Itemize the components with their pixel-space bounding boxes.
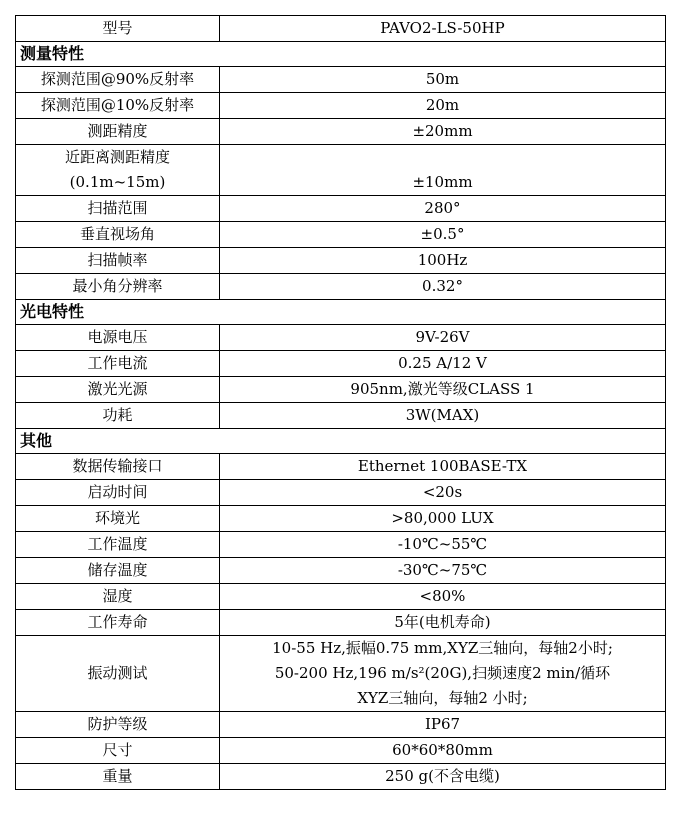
row-label: 尺寸 [16, 738, 220, 764]
row-value: 0.25 A/12 V [220, 351, 666, 377]
table-row [16, 764, 666, 790]
table-row [16, 712, 666, 738]
table-row [16, 532, 666, 558]
row-value: IP67 [220, 712, 666, 738]
row-value: 280° [220, 196, 666, 222]
row-value: 3W(MAX) [220, 403, 666, 429]
row-value: 250 g(不含电缆) [220, 764, 666, 790]
row-label: 电源电压 [16, 325, 220, 351]
row-label: 激光光源 [16, 377, 220, 403]
row-label: 振动测试 [16, 636, 220, 712]
row-value: -30℃~75℃ [220, 558, 666, 584]
row-value: 5年(电机寿命) [220, 610, 666, 636]
table-row [16, 248, 666, 274]
row-label: 环境光 [16, 506, 220, 532]
table-row [16, 16, 666, 42]
row-label: 储存温度 [16, 558, 220, 584]
section-title: 光电特性 [16, 300, 666, 325]
table-row [16, 610, 666, 636]
table-row [16, 196, 666, 222]
row-value: 100Hz [220, 248, 666, 274]
row-label: 重量 [16, 764, 220, 790]
table-row [16, 584, 666, 610]
row-label-line: (0.1m~15m) [69, 173, 166, 191]
row-label: 探测范围@90%反射率 [16, 67, 220, 93]
table-row [16, 403, 666, 429]
row-value-line: 10-55 Hz,振幅0.75 mm,XYZ三轴向，每轴2小时; [272, 639, 613, 657]
row-label: 数据传输接口 [16, 454, 220, 480]
row-label: 启动时间 [16, 480, 220, 506]
row-label: 垂直视场角 [16, 222, 220, 248]
row-label: 防护等级 [16, 712, 220, 738]
section-header [16, 429, 666, 454]
table-row [16, 145, 666, 196]
row-value: <20s [220, 480, 666, 506]
table-row [16, 454, 666, 480]
row-value [220, 636, 666, 712]
table-row [16, 93, 666, 119]
model-value: PAVO2-LS-50HP [220, 16, 666, 42]
table-row [16, 377, 666, 403]
section-title: 其他 [16, 429, 666, 454]
table-row [16, 351, 666, 377]
row-value: 9V-26V [220, 325, 666, 351]
row-label: 扫描范围 [16, 196, 220, 222]
row-value: 50m [220, 67, 666, 93]
row-label: 工作温度 [16, 532, 220, 558]
row-value: 60*60*80mm [220, 738, 666, 764]
table-row [16, 325, 666, 351]
row-value: 0.32° [220, 274, 666, 300]
table-row [16, 222, 666, 248]
table-row [16, 119, 666, 145]
row-label: 功耗 [16, 403, 220, 429]
row-label: 湿度 [16, 584, 220, 610]
section-header [16, 300, 666, 325]
table-row [16, 558, 666, 584]
row-value: Ethernet 100BASE-TX [220, 454, 666, 480]
section-header [16, 42, 666, 67]
spec-table [15, 15, 666, 790]
row-label: 最小角分辨率 [16, 274, 220, 300]
model-label: 型号 [16, 16, 220, 42]
table-row [16, 274, 666, 300]
row-value: -10℃~55℃ [220, 532, 666, 558]
row-value: ±10mm [220, 145, 666, 196]
row-value-line: 50-200 Hz,196 m/s²(20G),扫频速度2 min/循环 [274, 664, 611, 682]
row-value: 20m [220, 93, 666, 119]
row-label: 探测范围@10%反射率 [16, 93, 220, 119]
row-value: <80% [220, 584, 666, 610]
table-row [16, 636, 666, 712]
table-row [16, 506, 666, 532]
row-value: ±20mm [220, 119, 666, 145]
row-label: 扫描帧率 [16, 248, 220, 274]
row-value: 905nm,激光等级CLASS 1 [220, 377, 666, 403]
table-row [16, 480, 666, 506]
row-value: >80,000 LUX [220, 506, 666, 532]
row-label: 测距精度 [16, 119, 220, 145]
row-label: 工作电流 [16, 351, 220, 377]
section-title: 测量特性 [16, 42, 666, 67]
table-row [16, 67, 666, 93]
row-label [16, 145, 220, 196]
row-label: 工作寿命 [16, 610, 220, 636]
row-label-line: 近距离测距精度 [64, 148, 170, 166]
row-value: ±0.5° [220, 222, 666, 248]
table-row [16, 738, 666, 764]
row-value-line: XYZ三轴向，每轴2 小时; [357, 689, 528, 707]
